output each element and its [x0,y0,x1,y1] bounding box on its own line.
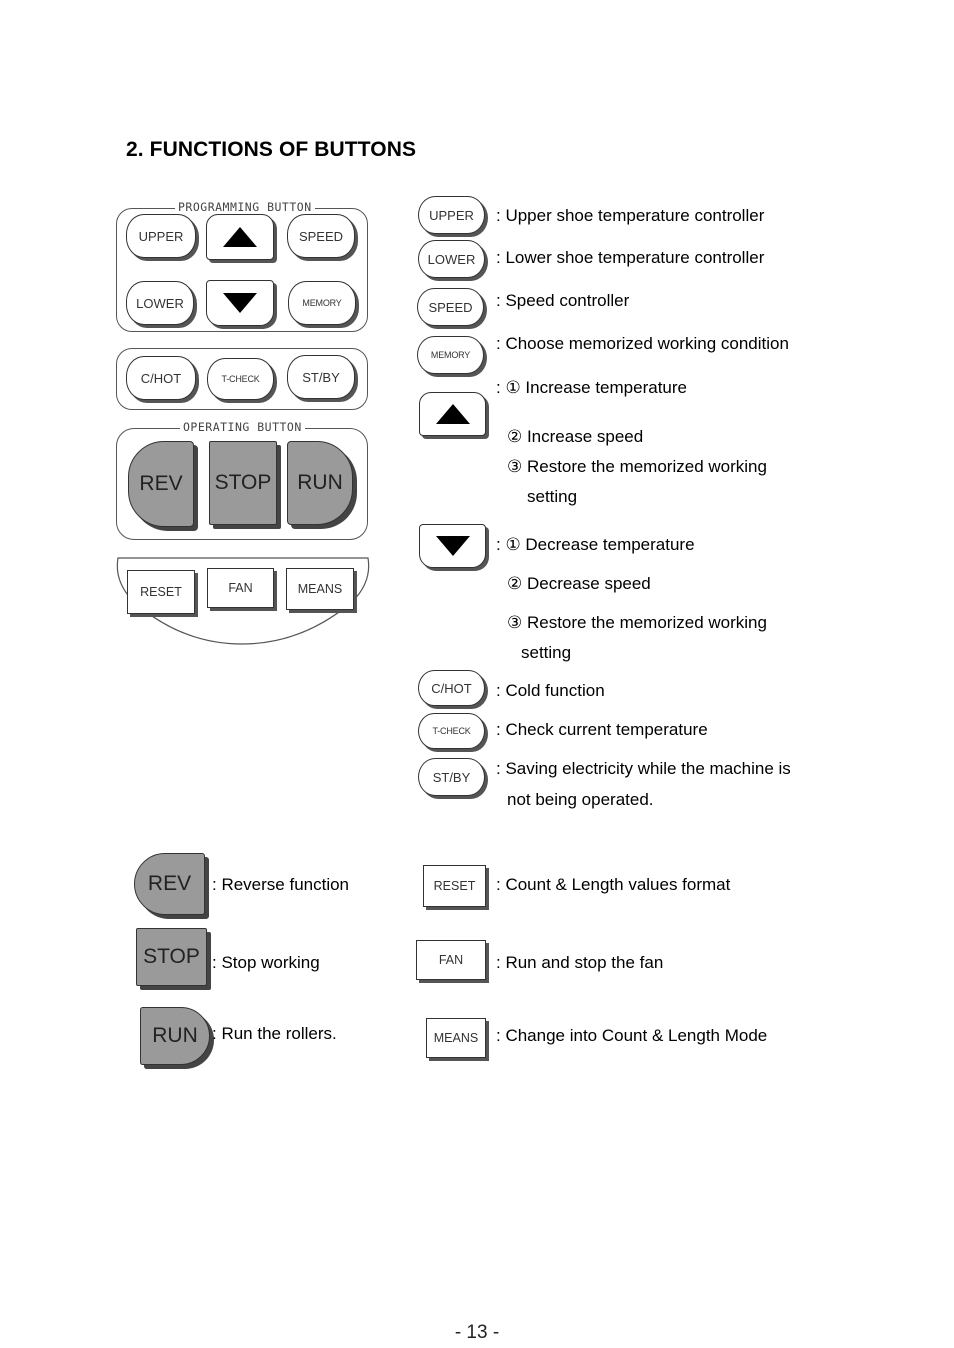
lower-button-legend: LOWER [418,240,485,278]
programming-label: PROGRAMMING BUTTON [175,200,315,214]
stop-description: : Stop working [212,953,320,972]
chot-button[interactable]: C/HOT [126,356,196,400]
down-arrow-legend [419,524,486,568]
run-button[interactable]: RUN [287,441,353,525]
fan-button-legend: FAN [416,940,486,980]
memory-description: : Choose memorized working condition [496,334,789,353]
reset-button-legend: RESET [423,865,486,907]
stby-description-2: not being operated. [507,790,654,809]
up-description-3: ③ Restore the memorized working [507,457,767,476]
down-description-3: ③ Restore the memorized working [507,613,767,632]
down-triangle-icon [223,293,257,313]
rev-button-legend: REV [134,853,205,915]
rev-button[interactable]: REV [128,441,194,527]
down-description-2: ② Decrease speed [507,574,651,593]
memory-button[interactable]: MEMORY [288,281,356,325]
up-triangle-icon [436,404,470,424]
fan-description: : Run and stop the fan [496,953,664,972]
run-button-legend: RUN [140,1007,210,1065]
down-arrow-button[interactable] [206,280,274,326]
tcheck-button-legend: T-CHECK [418,713,485,749]
means-button[interactable]: MEANS [286,568,354,610]
speed-button-legend: SPEED [417,288,484,326]
means-description: : Change into Count & Length Mode [496,1026,768,1045]
up-description-2: ② Increase speed [507,427,644,446]
stby-description: : Saving electricity while the machine is [496,759,791,778]
page-number: - 13 - [454,1322,500,1343]
fan-button[interactable]: FAN [207,568,274,608]
speed-button[interactable]: SPEED [287,214,355,258]
memory-button-legend: MEMORY [417,336,484,374]
up-triangle-icon [223,227,257,247]
lower-description: : Lower shoe temperature controller [496,248,765,267]
lower-button[interactable]: LOWER [126,281,194,325]
means-button-legend: MEANS [426,1018,486,1058]
stop-button-legend: STOP [136,928,207,986]
stby-button-legend: ST/BY [418,758,485,796]
speed-description: : Speed controller [496,291,630,310]
up-description-1: : ① Increase temperature [496,378,687,397]
reset-button[interactable]: RESET [127,570,195,614]
stop-button[interactable]: STOP [209,441,277,525]
stby-button[interactable]: ST/BY [287,355,355,399]
upper-description: : Upper shoe temperature controller [496,206,765,225]
reset-description: : Count & Length values format [496,875,731,894]
chot-button-legend: C/HOT [418,670,485,706]
up-description-4: setting [527,487,578,506]
upper-button[interactable]: UPPER [126,214,196,258]
page-title: 2. FUNCTIONS OF BUTTONS [126,138,417,161]
tcheck-description: : Check current temperature [496,720,708,739]
up-arrow-button[interactable] [206,214,274,260]
rev-description: : Reverse function [212,875,350,894]
chot-description: : Cold function [496,681,605,700]
up-arrow-legend [419,392,486,436]
down-triangle-icon [436,536,470,556]
down-description-1: : ① Decrease temperature [496,535,695,554]
operating-label: OPERATING BUTTON [180,420,305,434]
run-description: : Run the rollers. [212,1024,337,1043]
down-description-4: setting [521,643,572,662]
upper-button-legend: UPPER [418,196,485,234]
tcheck-button[interactable]: T-CHECK [207,358,274,400]
